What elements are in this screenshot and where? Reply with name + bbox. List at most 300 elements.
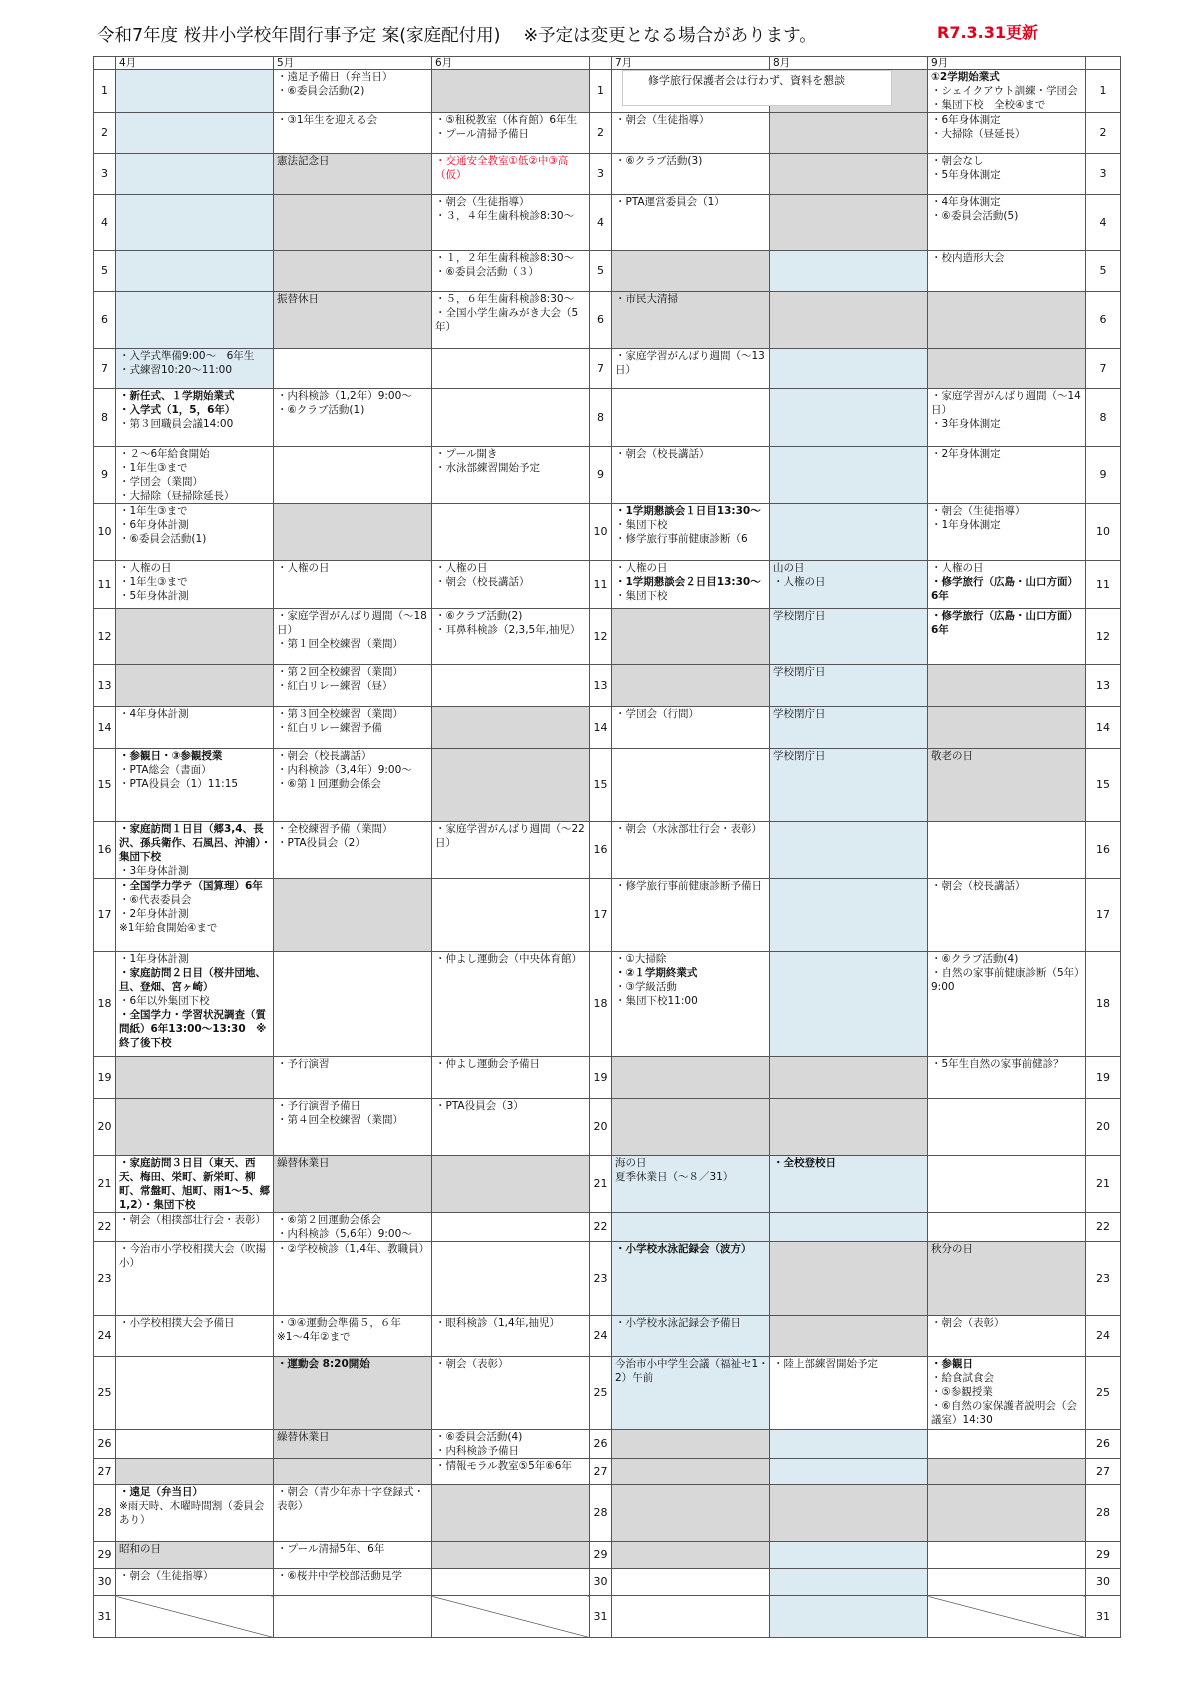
event-cell bbox=[116, 1596, 274, 1638]
event-line: ・6年身体測定 bbox=[931, 114, 1001, 126]
event-cell bbox=[770, 154, 928, 195]
event-cell bbox=[928, 349, 1086, 389]
event-line: ・参観日 bbox=[931, 1358, 973, 1370]
day-row bbox=[94, 1596, 1121, 1638]
event-cell bbox=[612, 1569, 770, 1596]
event-line: ・⑥第２回運動会係会 bbox=[277, 1214, 381, 1226]
event-line: ※雨天時、木曜時間割（委員会あり） bbox=[119, 1500, 265, 1526]
event-cell bbox=[770, 609, 928, 665]
day-number: 27 bbox=[94, 1459, 116, 1485]
event-cell bbox=[612, 822, 770, 879]
event-line: ・参観日・③参観授業 bbox=[119, 750, 223, 762]
event-line: ・全国学力学テ（国算理）6年 bbox=[119, 880, 263, 892]
day-number: 25 bbox=[94, 1357, 116, 1430]
event-cell bbox=[274, 389, 432, 447]
day-row bbox=[94, 822, 1121, 879]
event-cell bbox=[928, 389, 1086, 447]
day-number: 18 bbox=[590, 952, 612, 1057]
event-line: 敬老の日 bbox=[931, 750, 973, 762]
event-line: ・入学式準備9:00～ 6年生 bbox=[119, 350, 255, 362]
event-cell bbox=[928, 1485, 1086, 1542]
event-line: ・プール開き bbox=[435, 448, 498, 460]
event-line: ・2年身体測定 bbox=[931, 448, 1001, 460]
event-cell bbox=[116, 251, 274, 292]
day-row bbox=[94, 70, 1121, 113]
day-number: 31 bbox=[94, 1596, 116, 1638]
day-row bbox=[94, 292, 1121, 349]
event-cell bbox=[928, 195, 1086, 251]
month-header: 5月 bbox=[274, 57, 432, 70]
day-number: 27 bbox=[1086, 1459, 1121, 1485]
event-cell bbox=[274, 447, 432, 504]
day-number: 14 bbox=[94, 707, 116, 749]
event-cell bbox=[770, 1542, 928, 1569]
event-cell bbox=[612, 292, 770, 349]
day-row bbox=[94, 1459, 1121, 1485]
event-line: ※1年給食開始④まで bbox=[119, 922, 218, 934]
event-line: ・3年身体計測 bbox=[119, 865, 189, 877]
event-line: ・人権の日 bbox=[773, 576, 826, 588]
event-cell bbox=[274, 1057, 432, 1099]
event-cell bbox=[116, 1430, 274, 1459]
day-number: 11 bbox=[94, 561, 116, 609]
event-cell bbox=[116, 561, 274, 609]
day-number: 19 bbox=[1086, 1057, 1121, 1099]
event-cell bbox=[612, 349, 770, 389]
event-cell bbox=[116, 1316, 274, 1357]
event-cell bbox=[612, 1316, 770, 1357]
day-number: 24 bbox=[94, 1316, 116, 1357]
event-cell bbox=[116, 1357, 274, 1430]
month-header: 9月 bbox=[928, 57, 1086, 70]
day-row bbox=[94, 1316, 1121, 1357]
event-line: ・水泳部練習開始予定 bbox=[435, 462, 540, 474]
event-cell bbox=[274, 195, 432, 251]
day-number: 5 bbox=[1086, 251, 1121, 292]
event-cell bbox=[274, 1242, 432, 1316]
updated-date: R7.3.31更新 bbox=[937, 23, 1039, 42]
event-line: ・大掃除（昼掃除延長） bbox=[119, 490, 235, 502]
event-line: ・第１回全校練習（業間） bbox=[277, 638, 403, 650]
day-number: 15 bbox=[590, 749, 612, 822]
event-line: ・プール清掃予備日 bbox=[435, 128, 529, 140]
day-number: 24 bbox=[1086, 1316, 1121, 1357]
event-cell bbox=[770, 665, 928, 707]
day-row bbox=[94, 154, 1121, 195]
event-line: ・朝会（校長講話） bbox=[435, 576, 530, 588]
event-cell bbox=[770, 1485, 928, 1542]
event-cell bbox=[928, 1569, 1086, 1596]
event-line: ・集団下校11:00 bbox=[615, 995, 698, 1007]
event-line: ・朝会（相撲部壮行会・表彰） bbox=[119, 1214, 266, 1226]
event-cell bbox=[928, 1057, 1086, 1099]
event-cell bbox=[432, 389, 590, 447]
month-header-row bbox=[94, 57, 1121, 70]
event-line: ・２～6年給食開始 bbox=[119, 448, 210, 460]
event-cell bbox=[432, 609, 590, 665]
event-cell bbox=[770, 707, 928, 749]
event-line: 今治市小中学生会議（福祉セ1・2）午前 bbox=[615, 1358, 769, 1384]
day-number: 16 bbox=[590, 822, 612, 879]
event-line: ・第２回全校練習（業間） bbox=[277, 666, 403, 678]
schedule-table bbox=[93, 56, 1121, 1638]
event-cell bbox=[274, 292, 432, 349]
event-cell bbox=[928, 1213, 1086, 1242]
page-title: 令和7年度 桜井小学校年間行事予定 案(家庭配付用) ※予定は変更となる場合があります。 bbox=[97, 26, 817, 46]
event-line: ・朝会（生徒指導） bbox=[435, 196, 530, 208]
day-row bbox=[94, 504, 1121, 561]
event-line: ・小学校水泳記録会（波方） bbox=[615, 1243, 752, 1255]
event-cell bbox=[116, 1242, 274, 1316]
event-line: ・予行演習 bbox=[277, 1058, 330, 1070]
event-line: ・新任式、１学期始業式 bbox=[119, 390, 235, 402]
event-line: ・全校登校日 bbox=[773, 1157, 836, 1169]
event-line: ・⑥クラブ活動(1) bbox=[277, 404, 365, 416]
event-line: ・6年以外集団下校 bbox=[119, 995, 210, 1007]
event-cell bbox=[928, 251, 1086, 292]
day-number: 15 bbox=[1086, 749, 1121, 822]
event-line: ・朝会（青少年赤十字登録式・表彰） bbox=[277, 1486, 424, 1512]
event-line: ・大掃除（昼延長） bbox=[931, 128, 1026, 140]
event-line: ・入学式（1，5，6年） bbox=[119, 404, 236, 416]
event-cell bbox=[116, 195, 274, 251]
day-number: 4 bbox=[94, 195, 116, 251]
event-line: ・PTA役員会（1）11:15 bbox=[119, 778, 239, 790]
event-cell bbox=[116, 665, 274, 707]
event-cell bbox=[770, 1459, 928, 1485]
event-line: ・1年生③まで bbox=[119, 505, 188, 517]
event-cell bbox=[274, 749, 432, 822]
day-row bbox=[94, 1569, 1121, 1596]
event-line: ・家庭訪問１日目（郷3,4、長沢、孫兵衛作、石風呂、沖浦）・集団下校 bbox=[119, 823, 272, 863]
event-line: ・1年生③まで bbox=[119, 576, 188, 588]
day-number: 9 bbox=[590, 447, 612, 504]
day-row bbox=[94, 1099, 1121, 1156]
event-line: ・人権の日 bbox=[615, 562, 668, 574]
day-number: 30 bbox=[590, 1569, 612, 1596]
event-line: ・⑥クラブ活動(4) bbox=[931, 953, 1019, 965]
event-cell bbox=[116, 1569, 274, 1596]
event-cell bbox=[928, 1357, 1086, 1430]
event-line: ・⑤参観授業 bbox=[931, 1386, 993, 1398]
day-number: 10 bbox=[94, 504, 116, 561]
event-cell bbox=[274, 1485, 432, 1542]
event-line: ・②１学期終業式 bbox=[615, 967, 698, 979]
event-cell bbox=[116, 292, 274, 349]
event-line: ・小学校水泳記録会予備日 bbox=[615, 1317, 741, 1329]
day-number: 8 bbox=[94, 389, 116, 447]
event-cell bbox=[770, 1057, 928, 1099]
event-cell bbox=[432, 1542, 590, 1569]
event-line: ・③学級活動 bbox=[615, 981, 677, 993]
event-cell bbox=[274, 70, 432, 113]
event-line: 学校閉庁日 bbox=[773, 666, 826, 678]
event-line: ・第４回全校練習（業間） bbox=[277, 1114, 403, 1126]
event-cell bbox=[116, 879, 274, 952]
day-row bbox=[94, 1057, 1121, 1099]
event-cell bbox=[274, 561, 432, 609]
day-row bbox=[94, 665, 1121, 707]
event-line: ・第３回職員会議14:00 bbox=[119, 418, 234, 430]
month-header: 7月 bbox=[612, 57, 770, 70]
event-line: ・プール清掃5年、6年 bbox=[277, 1543, 385, 1555]
event-line: ・小学校相撲大会予備日 bbox=[119, 1317, 235, 1329]
event-line: ・全国小学生歯みがき大会（5年） bbox=[435, 307, 579, 333]
day-row bbox=[94, 1430, 1121, 1459]
event-line: ・②学校検診（1,4年、教職員） bbox=[277, 1243, 430, 1255]
day-number: 4 bbox=[590, 195, 612, 251]
day-number: 1 bbox=[94, 70, 116, 113]
event-line: ・5年身体測定 bbox=[931, 169, 1001, 181]
event-line: ・学団会（行間） bbox=[615, 708, 699, 720]
day-number: 13 bbox=[94, 665, 116, 707]
event-cell bbox=[770, 822, 928, 879]
event-cell bbox=[928, 1459, 1086, 1485]
day-number: 8 bbox=[590, 389, 612, 447]
event-cell bbox=[432, 1596, 590, 1638]
event-line: 夏季休業日（～８／31） bbox=[615, 1171, 734, 1183]
day-number: 11 bbox=[1086, 561, 1121, 609]
event-cell bbox=[432, 749, 590, 822]
event-line: ・⑥自然の家保護者説明会（会議室）14:30 bbox=[931, 1400, 1077, 1426]
event-cell bbox=[274, 707, 432, 749]
event-cell bbox=[116, 1156, 274, 1213]
event-line: ・家庭学習がんばり週間（～22日） bbox=[435, 823, 585, 849]
event-cell bbox=[770, 1316, 928, 1357]
event-line: ・⑥クラブ活動(3) bbox=[615, 155, 703, 167]
day-number: 16 bbox=[94, 822, 116, 879]
day-number: 7 bbox=[590, 349, 612, 389]
event-line: 学校閉庁日 bbox=[773, 750, 826, 762]
day-row bbox=[94, 609, 1121, 665]
event-line: 学校閉庁日 bbox=[773, 610, 826, 622]
event-cell bbox=[612, 952, 770, 1057]
day-number: 29 bbox=[94, 1542, 116, 1569]
event-cell bbox=[770, 952, 928, 1057]
event-line: ・PTA総会（書面） bbox=[119, 764, 212, 776]
event-cell bbox=[116, 952, 274, 1057]
event-cell bbox=[928, 749, 1086, 822]
event-cell bbox=[612, 1357, 770, 1430]
day-number: 3 bbox=[94, 154, 116, 195]
day-number: 28 bbox=[1086, 1485, 1121, 1542]
day-row bbox=[94, 389, 1121, 447]
event-cell bbox=[770, 879, 928, 952]
event-line: ・耳鼻科検診（2,3,5年,抽児） bbox=[435, 624, 581, 636]
day-number: 21 bbox=[94, 1156, 116, 1213]
event-cell bbox=[612, 1485, 770, 1542]
event-cell bbox=[432, 1430, 590, 1459]
day-number: 31 bbox=[1086, 1596, 1121, 1638]
event-cell bbox=[612, 879, 770, 952]
day-number: 20 bbox=[1086, 1099, 1121, 1156]
event-cell bbox=[432, 292, 590, 349]
event-cell bbox=[274, 504, 432, 561]
day-row bbox=[94, 749, 1121, 822]
event-line: ・1年身体計測 bbox=[119, 953, 189, 965]
day-number: 3 bbox=[590, 154, 612, 195]
event-cell bbox=[928, 1596, 1086, 1638]
event-line: 憲法記念日 bbox=[277, 155, 330, 167]
event-cell bbox=[432, 561, 590, 609]
event-cell bbox=[432, 349, 590, 389]
event-line: ・全国学力・学習状況調査（質問紙）6年13:00～13:30 ※終了後下校 bbox=[119, 1009, 267, 1049]
event-cell bbox=[770, 1099, 928, 1156]
event-cell bbox=[928, 822, 1086, 879]
event-line: ・朝会（生徒指導） bbox=[931, 505, 1026, 517]
event-cell bbox=[612, 665, 770, 707]
event-line: ・朝会（表彰） bbox=[435, 1358, 509, 1370]
event-line: ・修学旅行事前健康診断予備日 bbox=[615, 880, 762, 892]
event-cell bbox=[432, 1569, 590, 1596]
event-line: ・⑥クラブ活動(2) bbox=[435, 610, 523, 622]
day-number: 22 bbox=[590, 1213, 612, 1242]
event-line: ・4年身体計測 bbox=[119, 708, 189, 720]
day-number: 23 bbox=[590, 1242, 612, 1316]
event-cell bbox=[612, 195, 770, 251]
day-row bbox=[94, 349, 1121, 389]
event-cell bbox=[770, 1596, 928, 1638]
month-header-blank bbox=[94, 57, 116, 70]
day-number: 21 bbox=[1086, 1156, 1121, 1213]
event-line: ・紅白リレー練習（昼） bbox=[277, 680, 393, 692]
event-line: ・⑥委員会活動(1) bbox=[119, 533, 207, 545]
event-cell bbox=[116, 1213, 274, 1242]
event-cell bbox=[612, 154, 770, 195]
day-row bbox=[94, 1542, 1121, 1569]
day-number: 29 bbox=[1086, 1542, 1121, 1569]
event-line: ・自然の家事前健康診断（5年）9:00 bbox=[931, 967, 1085, 993]
event-cell bbox=[116, 154, 274, 195]
day-row bbox=[94, 1213, 1121, 1242]
event-line: ・内科検診（5,6年）9:00～ bbox=[277, 1228, 412, 1240]
event-cell bbox=[770, 504, 928, 561]
day-number: 6 bbox=[94, 292, 116, 349]
event-cell bbox=[116, 70, 274, 113]
event-line: ・第３回全校練習（業間） bbox=[277, 708, 403, 720]
day-number: 31 bbox=[590, 1596, 612, 1638]
event-cell bbox=[612, 1213, 770, 1242]
note-box: 修学旅行保護者会は行わず、資料を懇談 bbox=[622, 70, 892, 106]
event-line: ・⑥委員会活動(2) bbox=[277, 85, 365, 97]
event-cell bbox=[432, 1316, 590, 1357]
event-cell bbox=[770, 749, 928, 822]
day-number: 26 bbox=[590, 1430, 612, 1459]
event-cell bbox=[928, 504, 1086, 561]
event-cell bbox=[274, 1596, 432, 1638]
event-line: ・家庭学習がんばり週間（～13日） bbox=[615, 350, 765, 376]
event-cell bbox=[770, 113, 928, 154]
month-header: 8月 bbox=[770, 57, 928, 70]
event-cell bbox=[274, 1156, 432, 1213]
day-row bbox=[94, 1242, 1121, 1316]
event-cell bbox=[770, 1213, 928, 1242]
event-line: ・⑥委員会活動(5) bbox=[931, 210, 1019, 222]
event-line: ・人権の日 bbox=[931, 562, 984, 574]
day-number: 12 bbox=[94, 609, 116, 665]
event-line: ・⑥委員会活動(4) bbox=[435, 1431, 523, 1443]
event-cell bbox=[928, 665, 1086, 707]
event-cell bbox=[274, 822, 432, 879]
event-cell bbox=[116, 1459, 274, 1485]
event-line: ・3年身体測定 bbox=[931, 418, 1001, 430]
day-number: 2 bbox=[94, 113, 116, 154]
event-line: ・5年身体計測 bbox=[119, 590, 189, 602]
event-line: ・内科検診予備日 bbox=[435, 1445, 519, 1457]
event-cell bbox=[612, 1156, 770, 1213]
event-line: ・仲よし運動会予備日 bbox=[435, 1058, 540, 1070]
event-cell bbox=[116, 749, 274, 822]
event-cell bbox=[116, 1057, 274, 1099]
day-number: 12 bbox=[590, 609, 612, 665]
event-cell bbox=[432, 154, 590, 195]
event-line: 海の日 bbox=[615, 1157, 647, 1169]
month-header: 4月 bbox=[116, 57, 274, 70]
event-cell bbox=[432, 113, 590, 154]
event-cell bbox=[274, 1099, 432, 1156]
event-cell bbox=[612, 389, 770, 447]
event-cell bbox=[770, 389, 928, 447]
event-line: ・5年生自然の家事前健診？ bbox=[931, 1058, 1064, 1070]
month-header: 6月 bbox=[432, 57, 590, 70]
event-cell bbox=[274, 879, 432, 952]
day-number: 23 bbox=[1086, 1242, 1121, 1316]
event-cell bbox=[274, 154, 432, 195]
event-cell bbox=[612, 113, 770, 154]
event-line: ・朝会（水泳部壮行会・表彰） bbox=[615, 823, 762, 835]
day-number: 20 bbox=[590, 1099, 612, 1156]
event-line: ・PTA運営委員会（1） bbox=[615, 196, 725, 208]
day-row bbox=[94, 447, 1121, 504]
day-number: 10 bbox=[1086, 504, 1121, 561]
event-cell bbox=[116, 1485, 274, 1542]
day-number: 11 bbox=[590, 561, 612, 609]
event-cell bbox=[116, 389, 274, 447]
event-cell bbox=[770, 1156, 928, 1213]
event-line: ・内科検診（1,2年）9:00～ bbox=[277, 390, 412, 402]
event-line: ・⑥委員会活動（３） bbox=[435, 266, 539, 278]
month-header-blank bbox=[1086, 57, 1121, 70]
event-cell bbox=[274, 251, 432, 292]
day-number: 6 bbox=[590, 292, 612, 349]
day-row bbox=[94, 113, 1121, 154]
day-number: 22 bbox=[94, 1213, 116, 1242]
event-cell bbox=[116, 113, 274, 154]
event-line: ・シェイクアウト訓練・学団会 bbox=[931, 85, 1078, 97]
event-line: ・2年身体計測 bbox=[119, 908, 189, 920]
day-row bbox=[94, 1485, 1121, 1542]
day-number: 18 bbox=[94, 952, 116, 1057]
day-number: 8 bbox=[1086, 389, 1121, 447]
event-line: ・全校練習予備（業間） bbox=[277, 823, 393, 835]
event-cell bbox=[116, 504, 274, 561]
event-cell bbox=[116, 349, 274, 389]
event-cell bbox=[770, 447, 928, 504]
event-line: ・家庭訪問３日目（東天、西天、梅田、栄町、新栄町、柳町、常盤町、旭町、雨1～5、郷1,2）・集団下校 bbox=[119, 1157, 271, 1211]
event-line: ・6年身体計測 bbox=[119, 519, 189, 531]
event-line: 学校閉庁日 bbox=[773, 708, 826, 720]
day-number: 17 bbox=[94, 879, 116, 952]
event-cell bbox=[274, 665, 432, 707]
event-cell bbox=[274, 1569, 432, 1596]
event-cell bbox=[274, 113, 432, 154]
event-cell bbox=[432, 251, 590, 292]
day-number: 16 bbox=[1086, 822, 1121, 879]
event-cell bbox=[274, 1316, 432, 1357]
event-cell bbox=[770, 1569, 928, 1596]
day-row bbox=[94, 707, 1121, 749]
event-line: ・1年身体測定 bbox=[931, 519, 1001, 531]
